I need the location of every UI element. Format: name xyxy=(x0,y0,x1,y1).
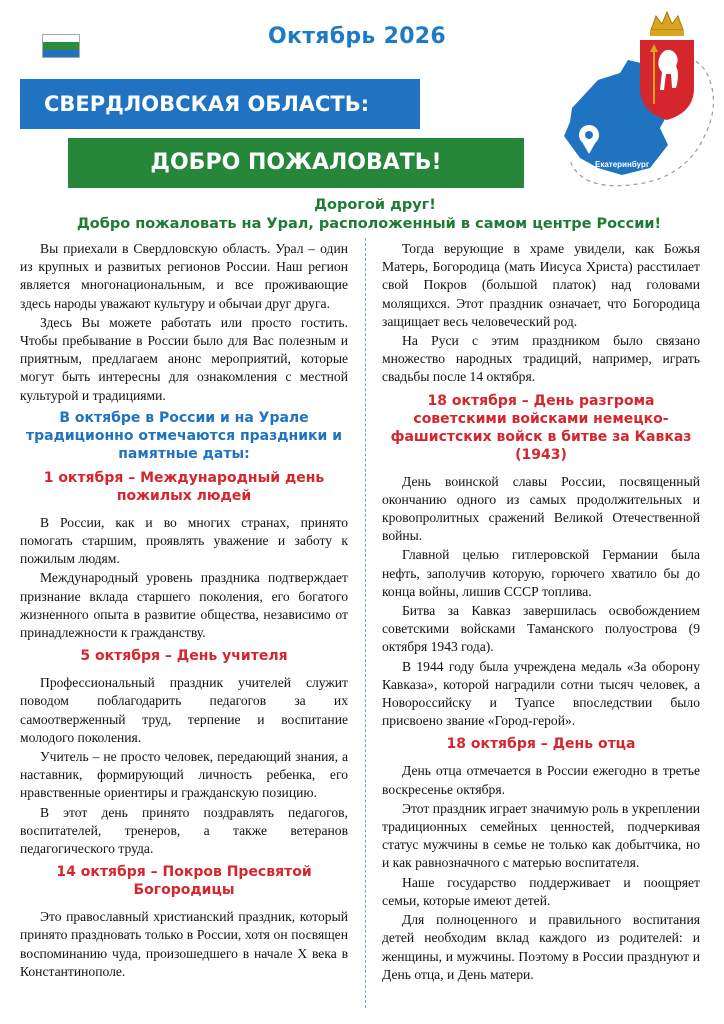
banner-welcome: ДОБРО ПОЖАЛОВАТЬ! xyxy=(68,138,524,188)
month-title: Октябрь 2026 xyxy=(268,24,447,49)
holiday-heading: 5 октября – День учителя xyxy=(80,648,288,665)
paragraph: В этот день принято поздравлять педагогов, воспитателей, тренеров, а также ветеранов педагогического труда. xyxy=(20,804,348,857)
paragraph: Международный уровень праздника подтверждает признание вклада старшего поколения, его богатого жизненного опыта в развитие общества, независимо от принадлежности к гражданству. xyxy=(20,570,348,641)
paragraph: Здесь Вы можете работать или просто гостить. Чтобы пребывание в России было для Вас полезным и приятным, предлагаем анонс мероприятий, которые могут быть интересны для ознакомления с местной культурой и традициями. xyxy=(20,314,348,403)
column-divider xyxy=(365,238,366,1008)
paragraph: В 1944 году была учреждена медаль «За оборону Кавказа», которой наградили сотни тысяч человек, а Новороссийску и Туапсе впоследствии было присвоено звание «Город-герой». xyxy=(382,658,700,729)
coat-of-arms-icon xyxy=(636,8,698,122)
paragraph: Битва за Кавказ завершилась освобождением советскими войсками Таманского полуострова (9 октября 1943 года). xyxy=(382,603,700,655)
paragraph: В России, как и во многих странах, принято помогать старшим, проявлять уважение и заботу к пожилым людям. xyxy=(20,514,348,567)
holiday-heading: 18 октября – День отца xyxy=(446,736,636,753)
right-column xyxy=(382,240,700,985)
left-column xyxy=(20,240,348,982)
greeting-subline: Добро пожаловать на Урал, расположенный в самом центре России! xyxy=(76,216,662,232)
paragraph: День отца отмечается в России ежегодно в третье воскресенье октября. xyxy=(382,763,700,797)
paragraph: Учитель – не просто человек, передающий знания, а наставник, формирующий личность ребенка, его нравственные ориентиры и гражданскую позицию. xyxy=(20,749,348,801)
sverdlovsk-flag-icon xyxy=(42,34,80,58)
holiday-heading: 1 октября – Международный день пожилых людей xyxy=(43,469,325,504)
paragraph: Это православный христианский праздник, который принято праздновать только в России, хотя он посвящен воспоминанию чуда, произошедшего в начале X века в Константинополе. xyxy=(20,909,348,979)
banner-region: СВЕРДЛОВСКАЯ ОБЛАСТЬ: xyxy=(20,79,420,129)
paragraph: Тогда верующие в храме увидели, как Божья Матерь, Богородица (мать Иисуса Христа) расстилает свой Покров (большой платок) над головами молящихся. Этот праздник означает, что Богородица защищает весь человеческий род. xyxy=(382,241,700,329)
holiday-heading: 14 октября – Покров Пресвятой Богородицы xyxy=(56,864,312,899)
paragraph: Профессиональный праздник учителей служит поводом поблагодарить педагогов за их самоотверженный труд, терпение и воспитание молодого поколения. xyxy=(20,675,348,745)
paragraph: Вы приехали в Свердловскую область. Урал – один из крупных и развитых регионов России. Наш регион является многонациональным, и все проживающие здесь народы уважают культуру и обычаи друг друга. xyxy=(20,241,348,311)
section-intro-heading: В октябре в России и на Урале традиционно отмечаются праздники и памятные даты: xyxy=(25,409,343,462)
greeting-line: Дорогой друг! xyxy=(314,197,436,213)
paragraph: День воинской славы России, посвященный окончанию одного из самых продолжительных и кровопролитных сражений Великой Отечественной войны. xyxy=(382,473,700,544)
welcome-greeting xyxy=(0,196,724,234)
paragraph: Главной целью гитлеровской Германии была нефть, заполучив которую, горючего хватило бы до конца войны, лишив СССР топлива. xyxy=(382,547,700,599)
paragraph: Этот праздник играет значимую роль в укреплении традиционных семейных ценностей, подчеркивая статус мужчины в семье не только как добытчика, но и как равнозначного с матерью воспитателя. xyxy=(382,800,700,871)
map-city-label: Екатеринбург xyxy=(595,160,650,169)
paragraph: Наше государство поддерживает и поощряет семьи, которые имеют детей. xyxy=(382,874,700,908)
holiday-heading: 18 октября – День разгрома советскими войсками немецко-фашистских войск в битве за Кавказ (1943) xyxy=(390,392,692,463)
paragraph: Для полноценного и правильного воспитания детей необходим вклад каждого из родителей: и женщины, и мужчины. Поэтому в России празднуют и День отца, и День матери. xyxy=(382,912,700,982)
paragraph: На Руси с этим праздником было связано множество народных традиций, например, играть свадьбы после 14 октября. xyxy=(382,333,700,385)
